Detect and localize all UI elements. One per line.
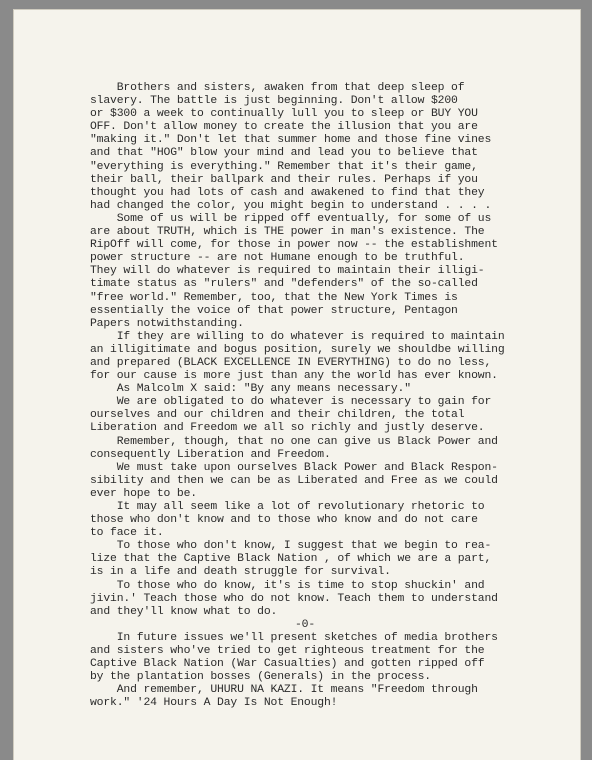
text-line: In future issues we'll present sketches of media brothers	[90, 631, 498, 644]
text-line: timate status as "rulers" and "defenders" of the so-called	[90, 278, 478, 291]
text-line: thought you had lots of cash and awakened to find that they	[90, 186, 485, 199]
text-line: jivin.' Teach those who do not know. Teach them to understand	[90, 592, 498, 605]
text-line: As Malcolm X said: "By any means necessary."	[90, 383, 411, 396]
text-line: Remember, though, that no one can give us Black Power and	[90, 435, 498, 448]
text-line: power structure -- are not Humane enough to be truthful.	[90, 252, 465, 265]
text-line: RipOff will come, for those in power now -- the establishment	[90, 239, 498, 252]
text-line: Papers notwithstanding.	[90, 317, 244, 330]
text-line: work." '24 Hours A Day Is Not Enough!	[90, 697, 338, 710]
text-line: sibility and then we can be as Liberated and Free as we could	[90, 474, 498, 487]
text-line: ever hope to be.	[90, 487, 197, 500]
text-line: "everything is everything." Remember that it's their game,	[90, 160, 478, 173]
text-line: their ball, their ballpark and their rules. Perhaps if you	[90, 173, 478, 186]
text-line: slavery. The battle is just beginning. Don't allow $200	[90, 95, 458, 108]
text-line: We are obligated to do whatever is necessary to gain for	[90, 396, 492, 409]
text-line: and that "HOG" blow your mind and lead you to believe that	[90, 147, 478, 160]
text-line: To those who don't know, I suggest that we begin to rea-	[90, 540, 492, 553]
text-line: is in a life and death struggle for survival.	[90, 566, 391, 579]
section-divider: -0-	[294, 618, 316, 631]
text-line: an illigitimate and bogus position, surely we shouldbe willing	[90, 343, 505, 356]
text-line: Captive Black Nation (War Casualties) and gotten ripped off	[90, 658, 485, 671]
text-line: for our cause is more just than any the world has ever known.	[90, 370, 498, 383]
text-line: and sisters who've tried to get righteous treatment for the	[90, 645, 485, 658]
text-line: They will do whatever is required to maintain their illigi-	[90, 265, 485, 278]
text-line: those who don't know and to those who know and do not care	[90, 514, 478, 527]
text-line: are about TRUTH, which is THE power in man's existence. The	[90, 226, 485, 239]
typed-text-body	[90, 82, 520, 711]
document-page	[14, 10, 580, 760]
text-line: and prepared (BLACK EXCELLENCE IN EVERYTHING) to do no less,	[90, 356, 492, 369]
text-line: To those who do know, it's is time to stop shuckin' and	[90, 579, 485, 592]
text-line: It may all seem like a lot of revolutionary rhetoric to	[90, 501, 485, 513]
text-line: Liberation and Freedom we all so richly and justly deserve.	[90, 422, 485, 435]
text-line: had changed the color, you might begin to understand . . . .	[90, 199, 492, 212]
text-line: OFF. Don't allow money to create the illusion that you are	[90, 121, 478, 134]
text-line: essentially the voice of that power structure, Pentagon	[90, 304, 458, 317]
text-line: or $300 a week to continually lull you to sleep or BUY YOU	[90, 108, 478, 121]
text-line: "making it." Don't let that summer home and those fine vines	[90, 134, 492, 147]
text-line: "free world." Remember, too, that the New York Times is	[90, 291, 458, 304]
text-line: to face it.	[90, 527, 164, 540]
text-line: Some of us will be ripped off eventually, for some of us	[90, 212, 492, 225]
text-line: lize that the Captive Black Nation , of which we are a part,	[90, 553, 492, 566]
text-line: consequently Liberation and Freedom.	[90, 448, 331, 461]
text-line: We must take upon ourselves Black Power and Black Respon-	[90, 461, 498, 474]
text-line: and they'll know what to do.	[90, 605, 278, 618]
text-line: If they are willing to do whatever is required to maintain	[90, 330, 505, 343]
text-line: And remember, UHURU NA KAZI. It means "Freedom through	[90, 684, 478, 697]
text-line: ourselves and our children and their children, the total	[90, 409, 465, 422]
text-line: Brothers and sisters, awaken from that deep sleep of	[90, 82, 465, 94]
text-line: by the plantation bosses (Generals) in the process.	[90, 671, 431, 684]
